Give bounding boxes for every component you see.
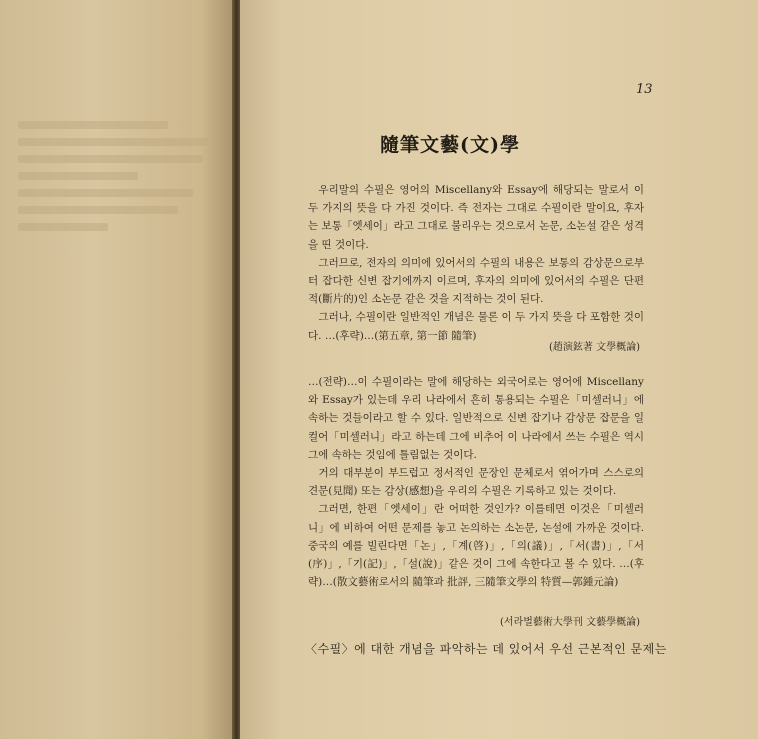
quote-passage-1: [308, 181, 644, 345]
left-page: [0, 0, 236, 739]
passage1-citation: (趙演鉉著 文學概論): [549, 342, 640, 353]
body-text-line: 〈수필〉에 대한 개념을 파악하는 데 있어서 우선 근본적인 문제는: [305, 642, 667, 656]
right-page: [240, 0, 758, 739]
passage1-paragraph-2: 그러므로, 전자의 의미에 있어서의 수필의 내용은 보통의 감상문으로부터 잡다한 신변 잡기에까지 이르며, 후자의 의미에 있어서의 수필은 단편적(斷片的)인 소논문 같은 것을 지적하는 것이 된다.: [308, 256, 644, 306]
passage1-paragraph-1: 우리말의 수필은 영어의 Miscellany와 Essay에 해당되는 말로서 이 두 가지의 뜻을 다 가진 것이다. 즉 전자는 그대로 수필이란 말이요, 후자는 보통「엣세이」라고 그대로 불리우는 것으로서 논문, 소논설 같은 성격을 띤 것이다.: [308, 184, 644, 251]
left-page-bleed-through: [18, 112, 213, 240]
quote-passage-2: [308, 373, 644, 591]
page-number: 13: [636, 82, 653, 97]
passage2-paragraph-2: 거의 대부분이 부드럽고 정서적인 문장인 문체로서 엮어가며 스스로의 견문(見聞) 또는 감상(感想)을 우리의 수필은 기록하고 있는 것이다.: [308, 467, 644, 498]
passage2-paragraph-1: …(전략)…이 수필이라는 말에 해당하는 외국어로는 영어에 Miscellany와 Essay가 있는데 우리 나라에서 흔히 통용되는 수필은「미셀러니」에 속하는 것들이라고 할 수 있다. 일반적으로 신변 잡기나 감상문 잡문을 일컬어「미셀러니」라고 하는데 그에 비추어 이 나라에서 쓰는 수필은 역시 그에 속하는 것임에 틀림없는 것이다.: [308, 376, 644, 461]
passage1-paragraph-3: 그러나, 수필이란 일반적인 개념은 물론 이 두 가지 뜻을 다 포함한 것이다. …(후략)…(第五章, 第一節 隨筆): [308, 311, 644, 342]
passage2-citation: (서라벌藝術大學刊 文藝學概論): [500, 617, 640, 628]
passage2-paragraph-3: 그러면, 한편「엣세이」란 어떠한 것인가? 이를테면 이것은「미셀러니」에 비하여 어떤 문제를 놓고 논의하는 소논문, 논설에 가까운 것이다. 중국의 예를 빌린다면「논」,「계(啓)」,「의(議)」,「서(書)」,「서(序)」,「기(記)」,「설(說)」같은 것이 그에 속한다고 볼 수 있다. …(후략)…(散文藝術로서의 隨筆과 批評, 三隨筆文學의 特質—郭鍾元論): [308, 503, 644, 589]
page-title: 隨筆文藝(文)學: [380, 134, 520, 156]
